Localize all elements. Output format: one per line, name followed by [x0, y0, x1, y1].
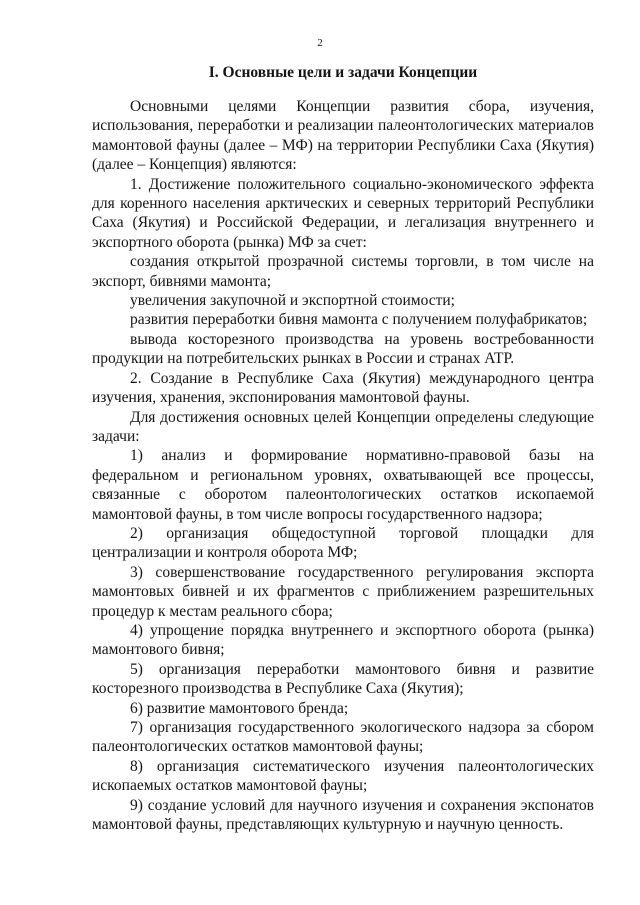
paragraph: создания открытой прозрачной системы торговли, в том числе на экспорт, бивнями мамонта; — [92, 253, 594, 290]
paragraph: 2) организация общедоступной торговой площадки для централизации и контроля оборота МФ; — [92, 524, 594, 562]
paragraph: 4) упрощение порядка внутреннего и экспортного оборота (рынка) мамонтового бивня; — [92, 621, 594, 659]
paragraph: 5) организация переработки мамонтового бивня и развитие косторезного производства в Республике Саха (Якутия); — [92, 660, 594, 698]
paragraph: 3) совершенствование государственного регулирования экспорта мамонтовых бивней и их фрагментов с приближением разрешительных процедур к местам реального сбора; — [92, 563, 594, 620]
paragraph: вывода косторезного производства на уровень востребованности продукции на потребительских рынках в России и странах АТР. — [92, 330, 594, 368]
paragraph: 1) анализ и формирование нормативно-правовой базы на федеральном и региональном уровнях, охватывающей все процессы, связанные с оборотом палеонтологических остатков ископаемой мамонтовой фауны, в том числе вопросы государственного надзора; — [92, 447, 594, 523]
paragraph: 7) организация государственного экологического надзора за сбором палеонтологических остатков мамонтовой фауны; — [92, 719, 594, 756]
paragraph: 1. Достижение положительного социально-экономического эффекта для коренного населения арктических и северных территорий Республики Саха (Якутия) и Российской Федерации, и легализация внутреннего и экспортного оборота (рынка) МФ за счет: — [92, 175, 594, 251]
paragraph: 9) создание условий для научного изучения и сохранения экспонатов мамонтовой фауны, представляющих культурную и научную ценность. — [92, 796, 594, 834]
paragraph: 2. Создание в Республике Саха (Якутия) международного центра изучения, хранения, экспонирования мамонтовой фауны. — [92, 369, 594, 407]
paragraph: 6) развитие мамонтового бренда; — [130, 699, 349, 717]
section-title: I. Основные цели и задачи Концепции — [208, 64, 478, 81]
paragraph: увеличения закупочной и экспортной стоимости; — [130, 292, 455, 310]
paragraph: развития переработки бивня мамонта с получением полуфабрикатов; — [130, 311, 588, 329]
paragraph: Для достижения основных целей Концепции определены следующие задачи: — [92, 408, 594, 445]
document-body — [92, 97, 594, 834]
paragraph: 8) организация систематического изучения палеонтологических ископаемых остатков мамонтовой фауны; — [92, 757, 594, 795]
paragraph: Основными целями Концепции развития сбора, изучения, использования, переработки и реализации палеонтологических материалов мамонтовой фауны (далее – МФ) на территории Республики Саха (Якутия) (далее – Концепция) являются: — [92, 98, 594, 174]
page-number: 2 — [317, 37, 323, 49]
